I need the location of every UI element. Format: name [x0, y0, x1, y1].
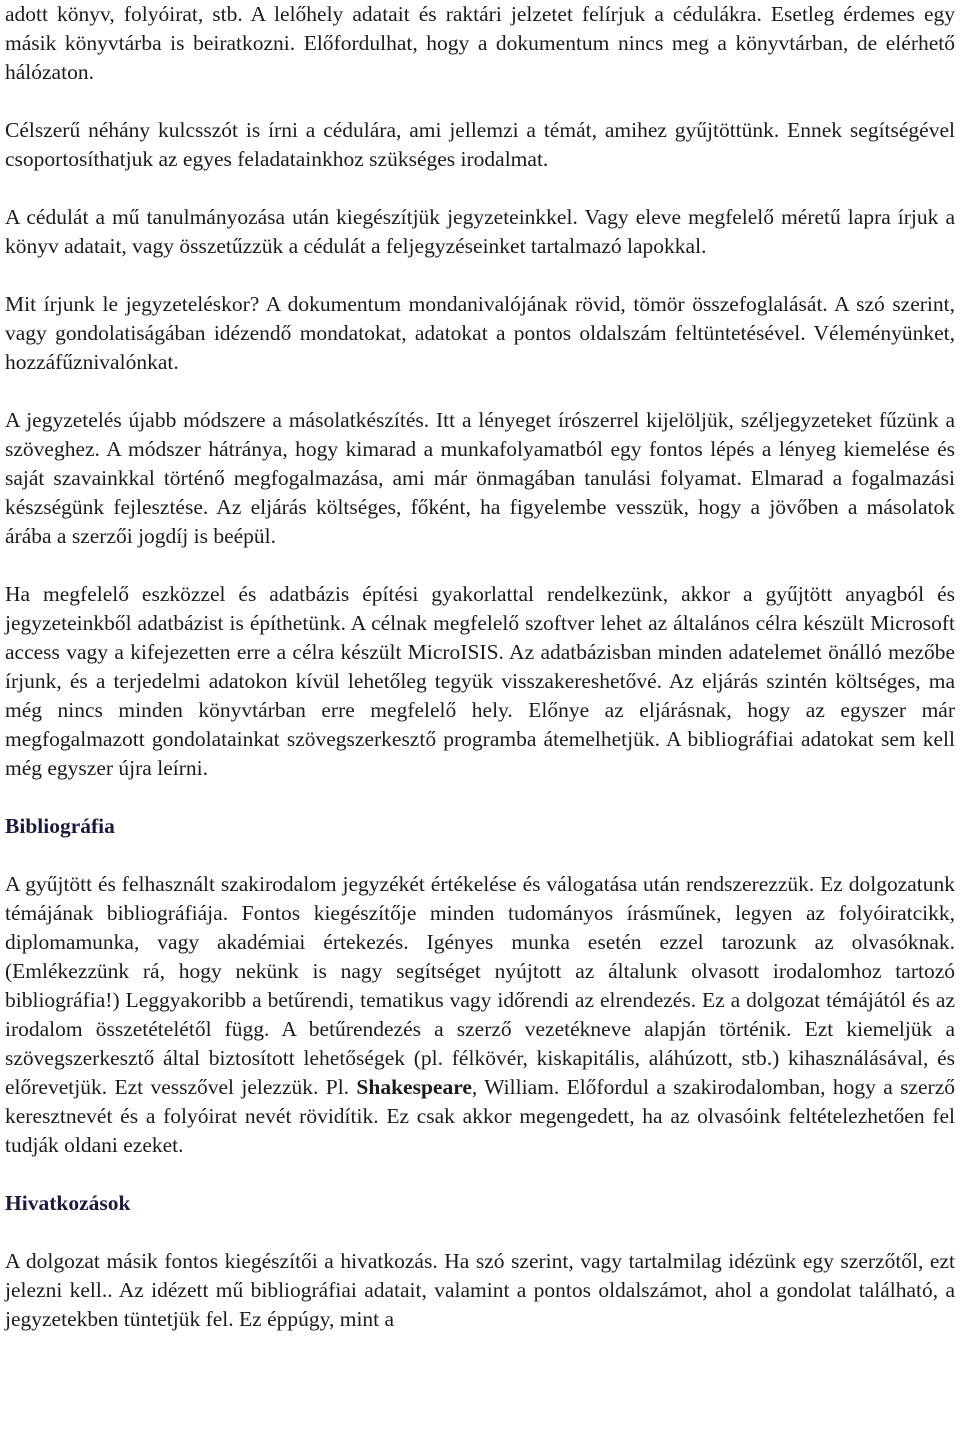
paragraph-lelohely: adott könyv, folyóirat, stb. A lelőhely adatait és raktári jelzetet felírjuk a cédulákra. Esetleg érdemes egy másik könyvtárba is beiratkozni. Előfordulhat, hogy a dokumentum nincs meg a könyvtárban, de elérhető hálózaton. — [5, 2, 955, 84]
document-page — [5, 0, 955, 1363]
paragraph-bibliografia — [5, 870, 955, 1160]
example-author-bold: Shakespeare — [356, 1075, 472, 1099]
paragraph-masolatkeszites: A jegyzetelés újabb módszere a másolatkészítés. Itt a lényeget írószerrel kijelöljük, széljegyzeteket fűzünk a szöveghez. A módszer hátránya, hogy kimarad a munkafolyamatból egy fontos lépés a lényeg kiemelése és saját szavainkkal történő megfogalmazása, ami már önmagában tanulási folyamat. Elmarad a fogalmazási készségünk fejlesztése. Az eljárás költséges, főként, ha figyelembe vesszük, hogy a jövőben a másolatok árába a szerzői jogdíj is beépül. — [5, 408, 955, 548]
paragraph-cedula: A cédulát a mű tanulmányozása után kiegészítjük jegyzeteinkkel. Vagy eleve megfelelő méretű lapra írjuk a könyv adatait, vagy összetűzzük a cédulát a feljegyzéseinket tartalmazó lapokkal. — [5, 205, 955, 258]
heading-bibliografia: Bibliográfia — [5, 814, 115, 838]
bibliografia-text-after: , William. Előfordul a szakirodalomban, hogy a szerző keresztnevét és a folyóirat nevét rövidítik. Ez csak akkor megengedett, ha az olvasóink feltételezhetően fel tudják oldani ezeket. — [5, 1075, 955, 1157]
heading-hivatkozasok: Hivatkozások — [5, 1191, 131, 1215]
bibliografia-text-before: A gyűjtött és felhasznált szakirodalom jegyzékét értékelése és válogatása után rendszerezzük. Ez dolgozatunk témájának bibliográfiája. Fontos kiegészítője minden tudományos írásműnek, legyen az folyóiratcikk, diplomamunka, vagy akadémiai értekezés. Igényes munka esetén ezzel tarozunk az olvasóknak. (Emlékezzünk rá, hogy nekünk is nagy segítséget nyújtott az általunk olvasott irodalomhoz tartozó bibliográfia!) Leggyakoribb a betűrendi, tematikus vagy időrendi az elrendezés. Ez a dolgozat témájától és az irodalom összetételétől függ. A betűrendezés a szerző vezetékneve alapján történik. Ezt kiemeljük a szövegszerkesztő által biztosított lehetőségek (pl. félkövér, kiskapitális, aláhúzott, stb.) kihasználásával, és előrevetjük. Ezt vesszővel jelezzük. Pl. — [5, 872, 955, 1099]
paragraph-kulcsszo: Célszerű néhány kulcsszót is írni a cédulára, ami jellemzi a témát, amihez gyűjtöttünk. Ennek segítségével csoportosíthatjuk az egyes feladatainkhoz szükséges irodalmat. — [5, 118, 955, 171]
paragraph-jegyzeteles: Mit írjunk le jegyzeteléskor? A dokumentum mondanivalójának rövid, tömör összefoglalását. A szó szerint, vagy gondolatiságában idézendő mondatokat, adatokat a pontos oldalszám feltüntetésével. Véleményünket, hozzáfűznivalónkat. — [5, 292, 955, 374]
paragraph-adatbazis: Ha megfelelő eszközzel és adatbázis építési gyakorlattal rendelkezünk, akkor a gyűjtött anyagból és jegyzeteinkből adatbázist is építhetünk. A célnak megfelelő szoftver lehet az általános célra készült Microsoft access vagy a kifejezetten erre a célra készült MicroISIS. Az adatbázisban minden adatelemet önálló mezőbe írjunk, és a terjedelmi adatokon kívül lehetőleg tegyük visszakereshetővé. Az eljárás szintén költséges, ma még nincs minden könyvtárban erre megfelelő hely. Előnye az eljárásnak, hogy az egyszer már megfogalmazott gondolatainkat szövegszerkesztő programba átemelhetjük. A bibliográfiai adatokat sem kell még egyszer újra leírni. — [5, 582, 955, 780]
paragraph-hivatkozas: A dolgozat másik fontos kiegészítői a hivatkozás. Ha szó szerint, vagy tartalmilag idézünk egy szerzőtől, ezt jelezni kell.. Az idézett mű bibliográfiai adatait, valamint a pontos oldalszámot, ahol a gondolat található, a jegyzetekben tüntetjük fel. Ez éppúgy, mint a — [5, 1249, 955, 1331]
